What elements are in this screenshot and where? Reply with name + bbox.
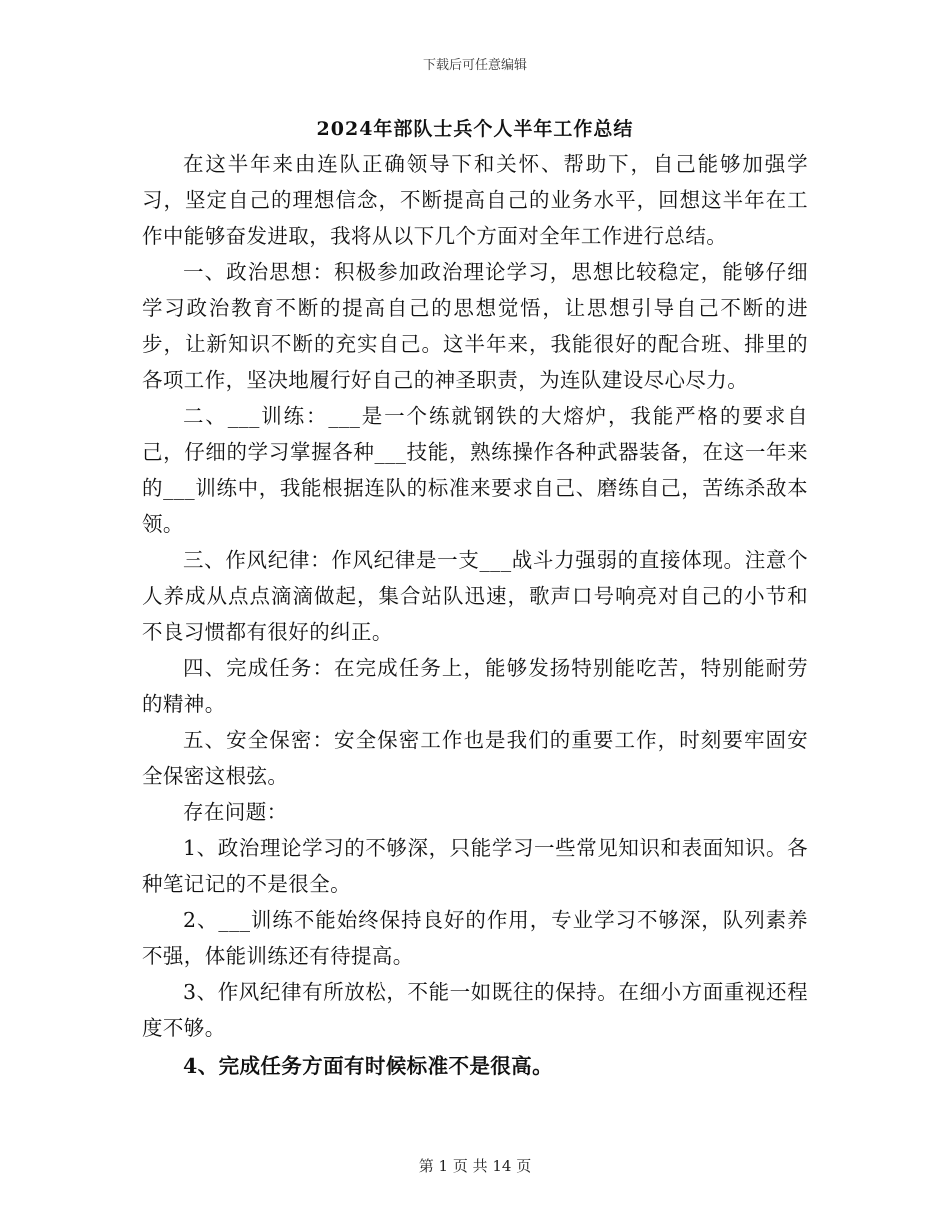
problem-item-2: 2、___训练不能始终保持良好的作用，专业学习不够深，队列素养不强，体能训练还有待提高。 [142,908,808,968]
section-security: 五、安全保密：安全保密工作也是我们的重要工作，时刻要牢固安全保密这根弦。 [142,728,808,788]
document-body [142,146,808,1084]
problem-item-3: 3、作风纪律有所放松，不能一如既往的保持。在细小方面重视还程度不够。 [142,980,808,1040]
section-training: 二、___训练：___是一个练就钢铁的大熔炉，我能严格的要求自己，仔细的学习掌握各种___技能，熟练操作各种武器装备，在这一年来的___训练中，我能根据连队的标准来要求自己、磨练自己，苦练杀敌本领。 [142,404,808,536]
section-tasks: 四、完成任务：在完成任务上，能够发扬特别能吃苦，特别能耐劳的精神。 [142,656,808,716]
document-title: 2024年部队士兵个人半年工作总结 [316,118,634,140]
problem-item-4: 4、完成任务方面有时候标准不是很高。 [183,1054,553,1078]
intro-paragraph: 在这半年来由连队正确领导下和关怀、帮助下，自己能够加强学习，坚定自己的理想信念，不断提高自己的业务水平，回想这半年在工作中能够奋发进取，我将从以下几个方面对全年工作进行总结。 [142,152,808,248]
section-political-thought: 一、政治思想：积极参加政治理论学习，思想比较稳定，能够仔细学习政治教育不断的提高自己的思想觉悟，让思想引导自己不断的进步，让新知识不断的充实自己。这半年来，我能很好的配合班、排里的各项工作，坚决地履行好自己的神圣职责，为连队建设尽心尽力。 [142,260,808,392]
problems-heading: 存在问题： [183,800,288,824]
header-note: 下载后可任意编辑 [422,58,527,73]
page-number: 第 1 页 共 14 页 [418,1157,532,1175]
problem-item-1: 1、政治理论学习的不够深，只能学习一些常见知识和表面知识。各种笔记记的不是很全。 [142,836,808,896]
section-discipline: 三、作风纪律：作风纪律是一支___战斗力强弱的直接体现。注意个人养成从点点滴滴做起，集合站队迅速，歌声口号响亮对自己的小节和不良习惯都有很好的纠正。 [142,548,808,644]
